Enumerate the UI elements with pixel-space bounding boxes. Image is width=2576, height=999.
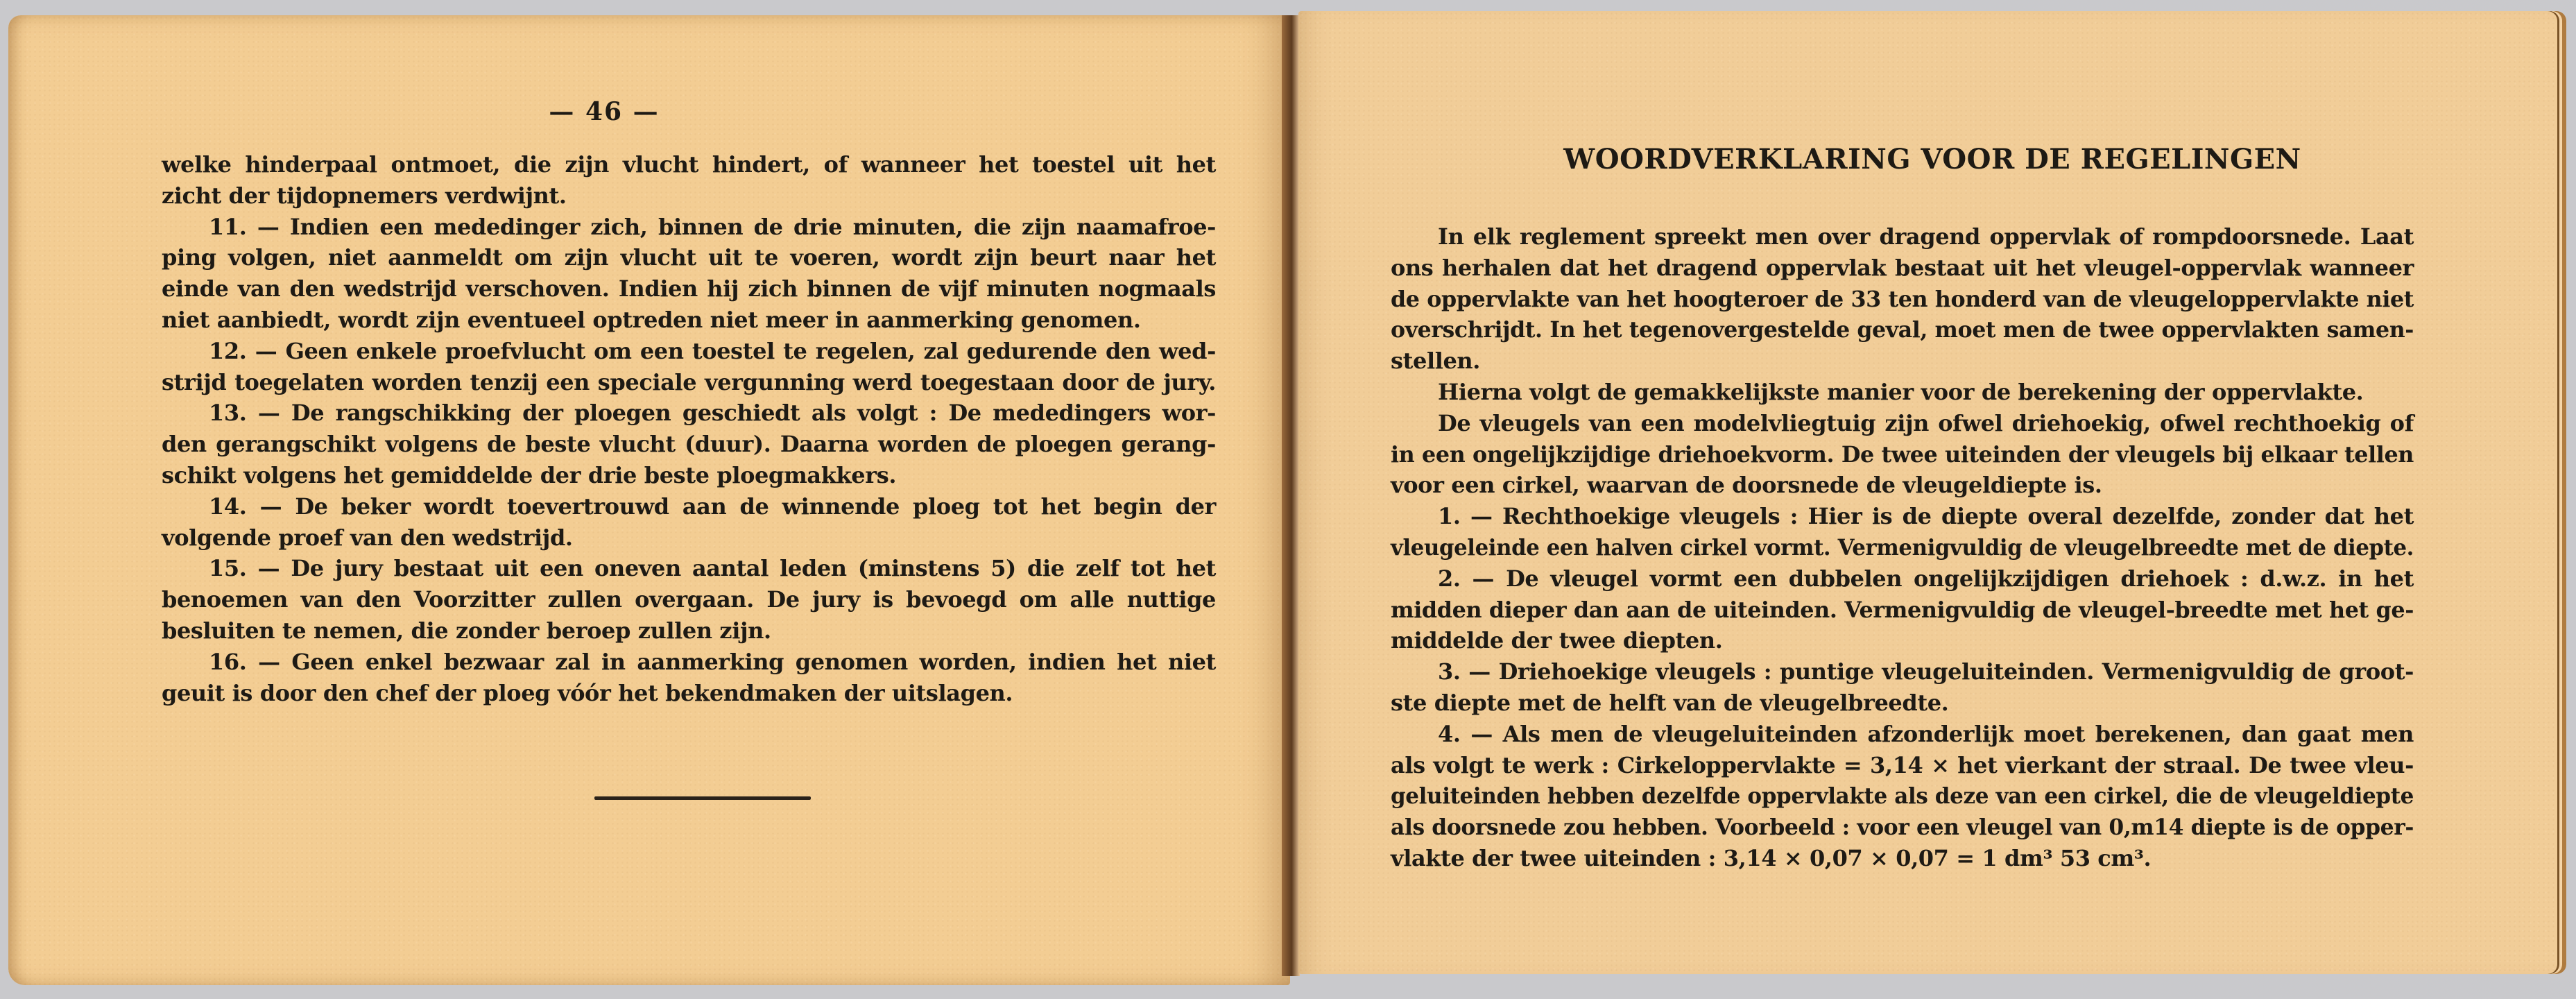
text-line: vlakte der twee uiteinden : 3,14 × 0,07 × 0,07 = 1 dm³ 53 cm³. <box>1391 844 2152 871</box>
text-line: volgende proef van den wedstrijd. <box>162 524 573 551</box>
text-line: als doorsnede zou hebben. Voorbeeld : voor een vleugel van 0,m14 diepte is de opper- <box>1391 814 2414 841</box>
rule-11-line: 11. — Indien een mededinger zich, binnen de drie minuten, die zijn naamafroe- <box>209 213 1216 240</box>
item-3-line: 3. — Driehoekige vleugels : puntige vleugeluiteinden. Vermenigvuldig de groot- <box>1438 658 2414 685</box>
rule-14-line: 14. — De beker wordt toevertrouwd aan de winnende ploeg tot het begin der <box>209 493 1216 520</box>
text-line: vleugeleinde een halven cirkel vormt. Vermenigvuldig de vleugelbreedte met de diepte. <box>1391 533 2414 561</box>
text-line: strijd toegelaten worden tenzij een speciale vergunning werd toegestaan door de jury. <box>162 368 1216 395</box>
page-number: — 46 — <box>549 97 660 126</box>
text-line: geuit is door den chef der ploeg vóór het bekendmaken der uitslagen. <box>162 679 1013 706</box>
book-gutter <box>1282 15 1300 976</box>
text-line: welke hinderpaal ontmoet, die zijn vlucht hindert, of wanneer het toestel uit het <box>162 151 1216 178</box>
right-page <box>1298 11 2566 974</box>
section-divider <box>594 796 811 800</box>
text-line: in een ongelijkzijdige driehoekvorm. De twee uiteinden der vleugels bij elkaar tellen <box>1391 441 2414 468</box>
text-line: besluiten te nemen, die zonder beroep zullen zijn. <box>162 617 771 644</box>
text-line: benoemen van den Voorzitter zullen overgaan. De jury is bevoegd om alle nuttige <box>162 586 1216 613</box>
left-page <box>8 15 1290 985</box>
text-line: stellen. <box>1391 348 1481 375</box>
rule-12-line: 12. — Geen enkele proefvlucht om een toestel te regelen, zal gedurende den wed- <box>209 337 1216 364</box>
text-line: overschrijdt. In het tegenovergestelde geval, moet men de twee oppervlakten samen- <box>1391 316 2414 343</box>
text-line: zicht der tijdopnemers verdwijnt. <box>162 182 567 209</box>
text-line: einde van den wedstrijd verschoven. Indien hij zich binnen de vijf minuten nogmaals <box>162 275 1216 302</box>
text-line: ste diepte met de helft van de vleugelbreedte. <box>1391 689 1949 716</box>
text-line: schikt volgens het gemiddelde der drie beste ploegmakkers. <box>162 461 897 488</box>
rule-16-line: 16. — Geen enkel bezwaar zal in aanmerking genomen worden, indien het niet <box>209 648 1216 675</box>
text-line: den gerangschikt volgens de beste vlucht (duur). Daarna worden de ploegen gerang- <box>162 431 1216 458</box>
text-line: midden dieper dan aan de uiteinden. Vermenigvuldig de vleugel-breedte met het ge- <box>1391 596 2414 623</box>
text-line: als volgt te werk : Cirkeloppervlakte = 3,14 × het vierkant der straal. De twee vleu- <box>1391 751 2414 778</box>
text-line: niet aanbiedt, wordt zijn eventueel optreden niet meer in aanmerking genomen. <box>162 306 1141 333</box>
text-line: ons herhalen dat het dragend oppervlak bestaat uit het vleugel-oppervlak wanneer <box>1391 254 2414 281</box>
text-line: de oppervlakte van het hoogteroer de 33 ten honderd van de vleugeloppervlakte niet <box>1391 285 2414 312</box>
right-page-body <box>1391 221 2414 874</box>
section-heading: WOORDVERKLARING VOOR DE REGELINGEN <box>1563 143 2301 176</box>
rule-13-line: 13. — De rangschikking der ploegen geschiedt als volgt : De mededingers wor- <box>209 400 1216 427</box>
text-line: Hierna volgt de gemakkelijkste manier voor de berekening der oppervlakte. <box>1438 378 2364 405</box>
item-4-line: 4. — Als men de vleugeluiteinden afzonderlijk moet berekenen, dan gaat men <box>1438 720 2414 747</box>
text-line: geluiteinden hebben dezelfde oppervlakte als deze van een cirkel, die de vleugeldiepte <box>1391 783 2414 810</box>
text-line: middelde der twee diepten. <box>1391 627 1723 654</box>
text-line: ping volgen, niet aanmeldt om zijn vlucht uit te voeren, wordt zijn beurt naar het <box>162 244 1216 271</box>
text-line: De vleugels van een modelvliegtuig zijn ofwel driehoekig, ofwel rechthoekig of <box>1438 409 2414 436</box>
item-2-line: 2. — De vleugel vormt een dubbelen ongelijkzijdigen driehoek : d.w.z. in het <box>1438 565 2414 592</box>
text-line: voor een cirkel, waarvan de doorsnede de vleugeldiepte is. <box>1391 472 2102 499</box>
text-line: In elk reglement spreekt men over dragend oppervlak of rompdoorsnede. Laat <box>1438 223 2414 250</box>
rule-15-line: 15. — De jury bestaat uit een oneven aantal leden (minstens 5) die zelf tot het <box>209 555 1216 582</box>
left-page-body <box>162 149 1216 708</box>
item-1-line: 1. — Rechthoekige vleugels : Hier is de diepte overal dezelfde, zonder dat het <box>1438 503 2414 530</box>
